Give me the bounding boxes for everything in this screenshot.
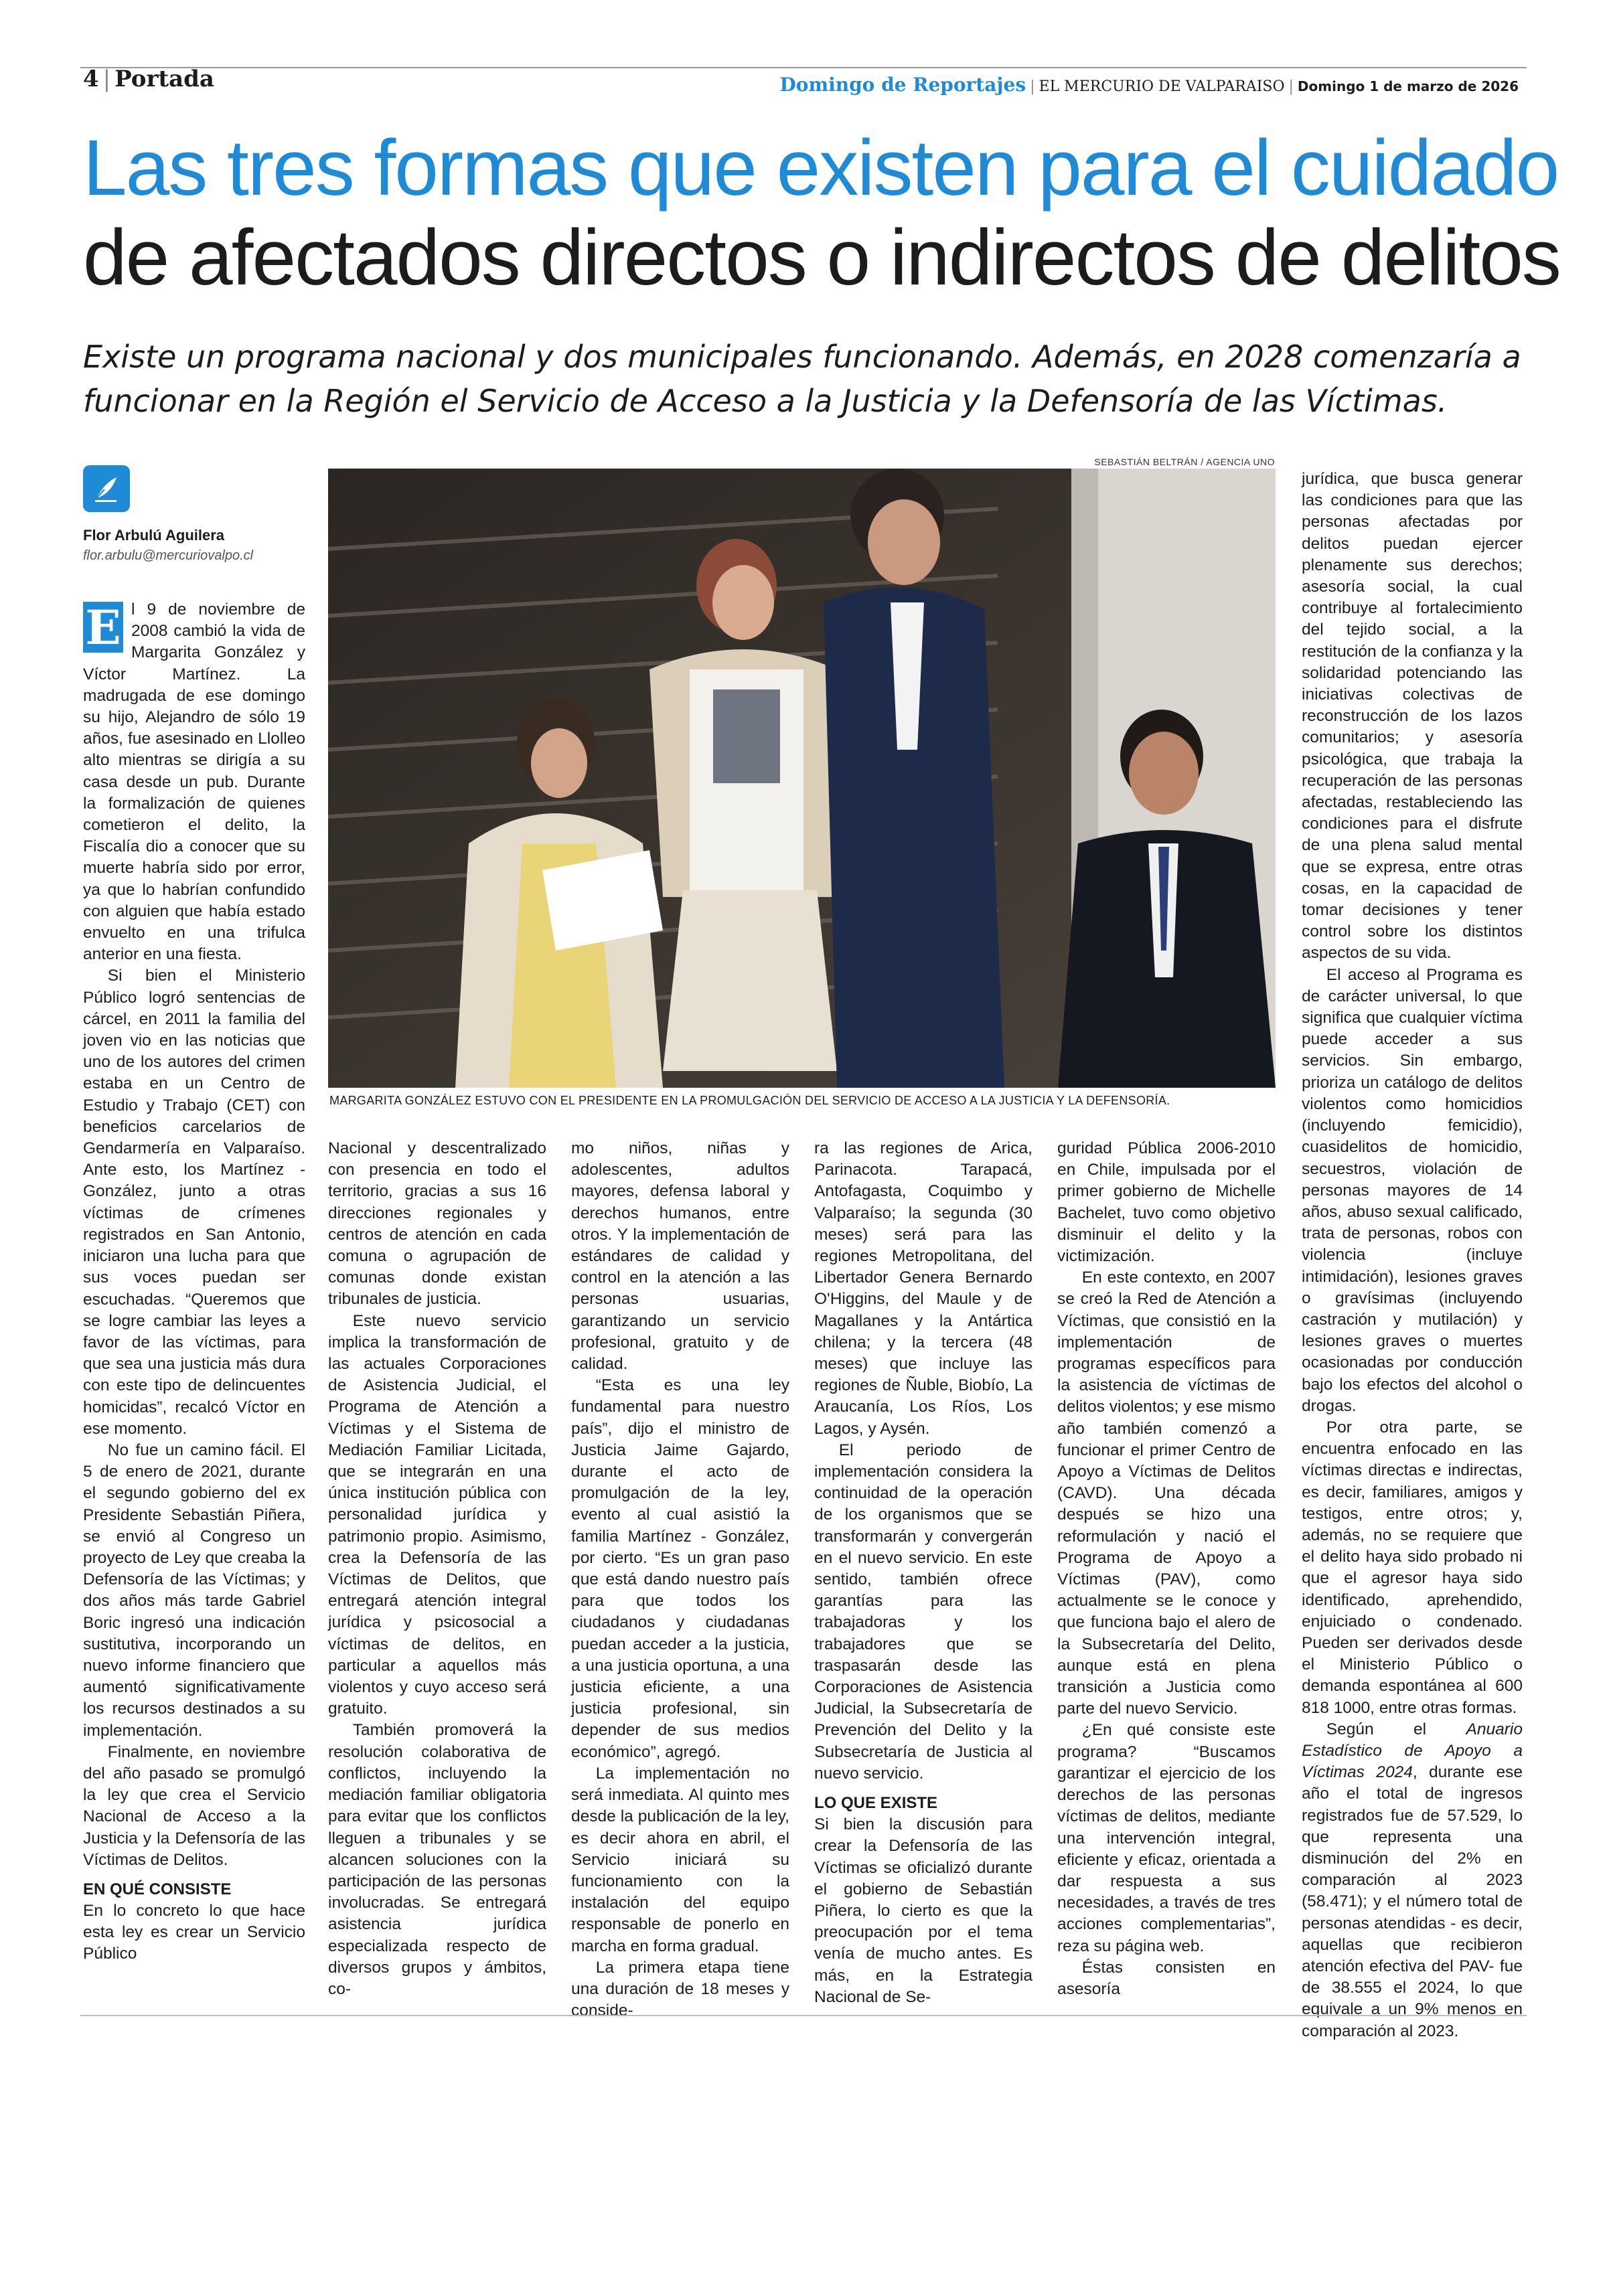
paragraph: guridad Pública 2006-2010 en Chile, impulsada por el primer gobierno de Michelle Bachelet, tuvo como objetivo disminuir el delito y la victimización. — [1057, 1139, 1276, 1266]
supplement-name: Domingo de Reportajes — [779, 74, 1026, 96]
section-name: Portada — [114, 66, 214, 92]
paragraph: En lo concreto lo que hace esta ley es crear un Servicio Público — [83, 1901, 305, 1963]
article-column-6 — [1302, 469, 1523, 2040]
photo-caption: MARGARITA GONZÁLEZ ESTUVO CON EL PRESIDENTE EN LA PROMULGACIÓN DEL SERVICIO DE ACCESO A LA JUSTICIA Y LA DEFENSORÍA. — [329, 1094, 1170, 1107]
header-rule — [80, 67, 1527, 68]
pen-icon — [83, 465, 130, 512]
paragraph: Éstas consisten en asesoría — [1057, 1958, 1276, 1998]
author-name: Flor Arbulú Aguilera — [83, 527, 225, 544]
paragraph: El periodo de implementación considera la continuidad de la operación de los organismos que se transformarán y convergerán en el nuevo servicio. En este sentido, también ofrece garantías para las trabajadoras y los trabajadores que se traspasarán desde las Corporaciones de Asistencia Judicial, la Subsecretaría de Prevención del Delito y la Subsecretaría de Justicia al nuevo servicio. — [814, 1441, 1032, 1783]
text-run: Según el — [1326, 1720, 1466, 1738]
paragraph: Por otra parte, se encuentra enfocado en las víctimas directas e indirectas, es decir, familiares, amigos y testigos, entre otros; y, además, no se requiere que el delito haya sido probado ni que el agresor haya sido identificado, aprehendido, enjuiciado o condenado. Pueden ser derivados desde el Ministerio Público o demanda espontánea al 600 818 1000, entre otras formas. — [1302, 1418, 1523, 1717]
paragraph: ¿En qué consiste este programa? “Buscamos garantizar el ejercicio de los derechos de las personas víctimas de delitos, mediante una intervención integral, eficiente y eficaz, orientada a dar respuesta a sus necesidades, a través de tres acciones complementarias”, reza su página web. — [1057, 1721, 1276, 1955]
text-run: , durante ese año el total de ingresos registrados fue de 57.529, lo que representa una disminución del 2% en comparación al 2023 (58.471); y el número total de personas atendidas - es decir, aquellas que recibieron atención efectiva del PAV- fue de 38.555 el 2024, lo que equivale a un 9% menos en comparación al 2023. — [1302, 1763, 1523, 2040]
paragraph: También promoverá la resolución colaborativa de conflictos, incluyendo la mediación familiar obligatoria para evitar que los conflictos lleguen a tribunales y se alcancen soluciones con la participación de las personas involucradas. Se entregará asistencia jurídica especializada respecto de diversos grupos y ámbitos, co- — [328, 1721, 546, 1998]
paragraph: Si bien la discusión para crear la Defensoría de las Víctimas se oficializó durante el gobierno de Sebastián Piñera, lo cierto es que la preocupación por el tema venía de mucho antes. Es más, en la Estrategia Nacional de Se- — [814, 1815, 1032, 2006]
article-column-5 — [1057, 1138, 1276, 1998]
subheading-lo-que-existe: LO QUE EXISTE — [814, 1794, 938, 1813]
headline-line-2: de afectados directos o indirectos de delitos — [83, 214, 1560, 302]
news-photo — [328, 469, 1276, 1088]
paragraph: Este nuevo servicio implica la transformación de las actuales Corporaciones de Asistencia Judicial, el Programa de Atención a Víctimas y el Sistema de Mediación Familiar Licitada, que se integrarán en una única institución pública con personalidad jurídica y patrimonio propio. Asimismo, crea la Defensoría de las Víctimas de Delitos, que entregará atención integral jurídica y psicosocial a víctimas de delitos, en particular a aquellos más violentos y cuyo acceso será gratuito. — [328, 1311, 546, 1718]
footer-rule — [80, 2015, 1527, 2016]
paragraph: Si bien el Ministerio Público logró sentencias de cárcel, en 2011 la familia del joven vio en las noticias que uno de los autores del crimen estaba en un Centro de Estudio y Trabajo (CET) con beneficios carcelarios de Gendarmería en Valparaíso. Ante esto, los Martínez - González, junto a otras víctimas de crímenes registrados en San Antonio, iniciaron una lucha para que sus voces puedan ser escuchadas. “Queremos que se logre cambiar las leyes a favor de las víctimas, para que sea una justicia más dura con este tipo de delincuentes homicidas”, recalcó Víctor en ese momento. — [83, 967, 305, 1438]
paragraph — [1302, 1719, 1523, 2042]
byline — [83, 465, 304, 566]
paragraph: mo niños, niñas y adolescentes, adultos mayores, defensa laboral y derechos humanos, entre otros. Y la implementación de estándares de calidad y control en la atención a las personas usuarias, garantizando un servicio profesional, gratuito y de calidad. — [571, 1139, 789, 1374]
issue-date: Domingo 1 de marzo de 2026 — [1297, 78, 1519, 94]
photo-credit: SEBASTIÁN BELTRÁN / AGENCIA UNO — [1094, 457, 1275, 467]
article-column-1 — [83, 599, 305, 1963]
page-folio: 4 | Portada — [83, 66, 214, 92]
paragraph: La primera etapa tiene una duración de 18 meses y conside- — [571, 1958, 789, 2020]
paragraph: El acceso al Programa es de carácter universal, lo que significa que cualquier víctima puede acceder a sus servicios. Sin embargo, prioriza un catálogo de delitos violentos como homicidios (incluyendo femicidio), cuasidelitos de homicidio, secuestros, violación de personas mayores de 14 años, abuso sexual calificado, trata de personas, robos con violencia (incluye intimidación), lesiones graves o gravísimas (incluyendo castración y mutilación) y lesiones graves o muertes ocasionadas por conducción bajo los efectos del alcohol o drogas. — [1302, 965, 1523, 1415]
paragraph: Finalmente, en noviembre del año pasado se promulgó la ley que crea el Servicio Nacional de Acceso a la Justicia y la Defensoría de las Víctimas de Delitos. — [83, 1742, 305, 1869]
paragraph: No fue un camino fácil. El 5 de enero de 2021, durante el segundo gobierno del ex Presidente Sebastián Piñera, se envió al Congreso un proyecto de Ley que creaba la Defensoría de las Víctimas; y dos años más tarde Gabriel Boric ingresó una indicación sustitutiva, incorporando un nuevo informe financiero que aumentó significativamente los recursos destinados a su implementación. — [83, 1441, 305, 1740]
paragraph: Nacional y descentralizado con presencia en todo el territorio, gracias a sus 16 direcciones regionales y centros de atención en cada comuna o agrupación de comunas donde existan tribunales de justicia. — [328, 1139, 546, 1309]
paragraph: ra las regiones de Arica, Parinacota. Tarapacá, Antofagasta, Coquimbo y Valparaíso; la segunda (30 meses) será para las regiones Metropolitana, del Libertador Genera Bernardo O'Higgins, del Maule y de Magallanes y la Antártica chilena; y la tercera (48 meses) que incluye las regiones de Ñuble, Biobío, La Araucanía, Los Ríos, Los Lagos, y Aysén. — [814, 1139, 1032, 1438]
subheading-en-que-consiste: EN QUÉ CONSISTE — [83, 1880, 232, 1898]
article-column-4 — [814, 1138, 1032, 2006]
page-number: 4 — [83, 66, 99, 92]
deck-subtitle: Existe un programa nacional y dos municipales funcionando. Además, en 2028 comenzaría a funcionar en la Región el Servicio de Acceso a la Justicia y la Defensoría de las Víctimas. — [83, 339, 1521, 419]
paragraph: jurídica, que busca generar las condiciones para que las personas afectadas por delitos puedan ejercer plenamente sus derechos; asesoría social, la cual contribuye al fortalecimiento del tejido social, a la restitución de la confianza y la solidaridad potenciando las iniciativas colectivas de reconstrucción de los lazos comunitarios; y asesoría psicológica, que trabaja la recuperación de las personas afectadas, restableciendo las condiciones para el disfrute de una plena salud mental que se expresa, entre otras cosas, en la capacidad de tomar decisiones y tener control sobre los distintos aspectos de su vida. — [1302, 470, 1523, 963]
publication-title: Anuario Estadístico de Apoyo a Víctimas 2024 — [1302, 1720, 1523, 1782]
running-head: Domingo de Reportajes | EL MERCURIO DE VALPARAISO | Domingo 1 de marzo de 2026 — [779, 74, 1519, 96]
paragraph: “Esta es una ley fundamental para nuestro país”, dijo el ministro de Justicia Jaime Gajardo, durante el acto de promulgación de la ley, evento al cual asistió la familia Martínez - González, por cierto. “Es un gran paso que está dando nuestro país para que todos los ciudadanos y ciudadanas puedan acceder a la justicia, a una justicia oportuna, a una justicia eficiente, a una justicia profesional, sin depender de sus medios económico”, agregó. — [571, 1376, 789, 1761]
author-email[interactable]: flor.arbulu@mercuriovalpo.cl — [83, 548, 254, 563]
article-column-2 — [328, 1138, 546, 1998]
paragraph: l 9 de noviembre de 2008 cambió la vida de Margarita González y Víctor Martínez. La madrugada de ese domingo su hijo, Alejandro de sólo 19 años, fue asesinado en Llolleo alto mientras se dirigía a su casa desde un pub. Durante la formalización de quienes cometieron el delito, la Fiscalía dio a conocer que su muerte habría sido por error, ya que lo habrían confundido con alguien que había estado envuelto en una trifulca anterior en una fiesta. — [83, 600, 305, 964]
paragraph: La implementación no será inmediata. Al quinto mes desde la publicación de la ley, es decir ahora en abril, el Servicio iniciará su funcionamiento con la instalación del equipo responsable de ponerlo en marcha en forma gradual. — [571, 1764, 789, 1955]
paragraph: En este contexto, en 2007 se creó la Red de Atención a Víctimas, que consistió en la implementación de programas específicos para la asistencia de víctimas de delitos violentos; y ese mismo año también comenzó a funcionar el primer Centro de Apoyo a Víctimas de Delitos (CAVD). Una década después se hizo una reformulación y nació el Programa de Apoyo a Víctimas (PAV), como actualmente se le conoce y que funciona bajo el alero de la Subsecretaría del Delito, aunque está en plena transición a Justicia como parte del nuevo Servicio. — [1057, 1268, 1276, 1718]
drop-cap: E — [83, 602, 123, 653]
headline-line-1: Las tres formas que existen para el cuidado — [83, 124, 1559, 212]
article-column-3 — [571, 1138, 789, 2020]
newspaper-name: EL MERCURIO DE VALPARAISO — [1039, 78, 1285, 95]
